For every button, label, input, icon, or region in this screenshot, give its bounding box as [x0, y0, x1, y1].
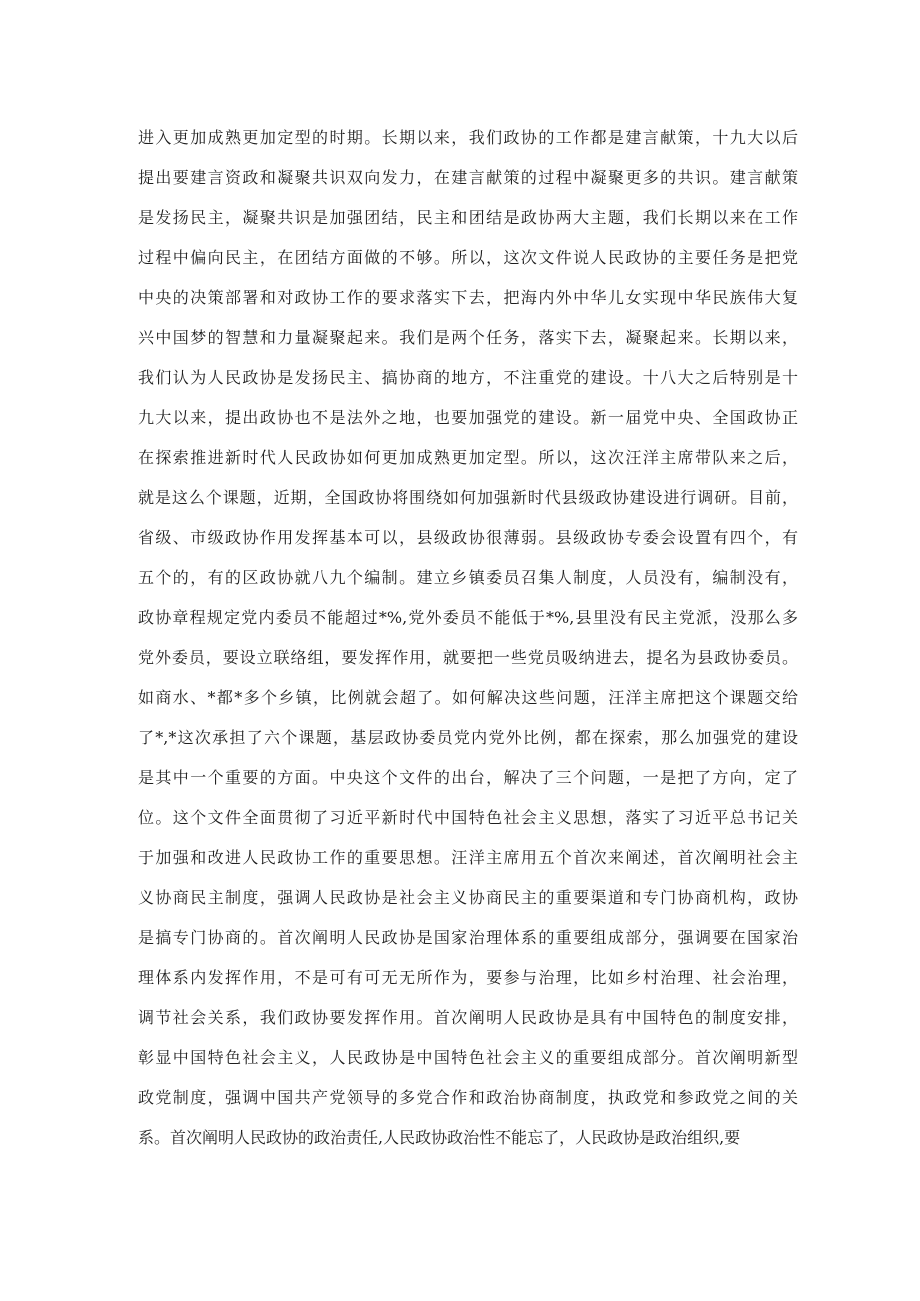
text-line: 了*,*这次承担了六个课题，基层政协委员党内党外比例，都在探索，那么加强党的建设 — [138, 728, 798, 747]
text-line: 省级、市级政协作用发挥基本可以，县级政协很薄弱。县级政协专委会设置有四个，有 — [138, 528, 798, 547]
text-line: 位。这个文件全面贯彻了习近平新时代中国特色社会主义思想，落实了习近平总书记关 — [138, 808, 798, 827]
body-text — [138, 118, 798, 1158]
text-line: 是其中一个重要的方面。中央这个文件的出台，解决了三个问题，一是把了方向，定了 — [138, 768, 798, 787]
text-line: 如商水、*都*多个乡镇，比例就会超了。如何解决这些问题，汪洋主席把这个课题交给 — [138, 688, 798, 707]
text-line: 中央的决策部署和对政协工作的要求落实下去，把海内外中华儿女实现中华民族伟大复 — [138, 288, 798, 307]
text-line: 过程中偏向民主，在团结方面做的不够。所以，这次文件说人民政协的主要任务是把党 — [138, 248, 798, 267]
text-line: 义协商民主制度，强调人民政协是社会主义协商民主的重要渠道和专门协商机构，政协 — [138, 888, 798, 907]
text-line: 调节社会关系，我们政协要发挥作用。首次阐明人民政协是具有中国特色的制度安排， — [138, 1008, 798, 1027]
text-line: 五个的，有的区政协就八九个编制。建立乡镇委员召集人制度，人员没有，编制没有， — [138, 568, 798, 587]
text-line: 党外委员，要设立联络组，要发挥作用，就要把一些党员吸纳进去，提名为县政协委员。 — [138, 648, 798, 667]
text-line: 就是这么个课题，近期，全国政协将围绕如何加强新时代县级政协建设进行调研。目前， — [138, 488, 798, 507]
text-line: 我们认为人民政协是发扬民主、搞协商的地方，不注重党的建设。十八大之后特别是十 — [138, 368, 798, 387]
text-line: 彰显中国特色社会主义，人民政协是中国特色社会主义的重要组成部分。首次阐明新型 — [138, 1048, 798, 1067]
text-line: 理体系内发挥作用，不是可有可无无所作为，要参与治理，比如乡村治理、社会治理， — [138, 968, 798, 987]
text-line: 在探索推进新时代人民政协如何更加成熟更加定型。所以，这次汪洋主席带队来之后， — [138, 448, 798, 467]
text-line: 政协章程规定党内委员不能超过*%,党外委员不能低于*%,县里没有民主党派，没那么多 — [138, 608, 798, 627]
text-line: 提出要建言资政和凝聚共识双向发力，在建言献策的过程中凝聚更多的共识。建言献策 — [138, 168, 798, 187]
text-line: 于加强和改进人民政协工作的重要思想。汪洋主席用五个首次来阐述，首次阐明社会主 — [138, 848, 798, 867]
text-line: 兴中国梦的智慧和力量凝聚起来。我们是两个任务，落实下去，凝聚起来。长期以来， — [138, 328, 798, 347]
text-line: 是搞专门协商的。首次阐明人民政协是国家治理体系的重要组成部分，强调要在国家治 — [138, 928, 798, 947]
text-line: 进入更加成熟更加定型的时期。长期以来，我们政协的工作都是建言献策，十九大以后 — [138, 128, 798, 147]
text-line: 政党制度，强调中国共产党领导的多党合作和政治协商制度，执政党和参政党之间的关 — [138, 1088, 798, 1107]
text-line: 系。首次阐明人民政协的政治责任,人民政协政治性不能忘了，人民政协是政治组织,要 — [138, 1128, 741, 1147]
text-line: 是发扬民主，凝聚共识是加强团结，民主和团结是政协两大主题，我们长期以来在工作 — [138, 208, 798, 227]
text-line: 九大以来，提出政协也不是法外之地，也要加强党的建设。新一届党中央、全国政协正 — [138, 408, 798, 427]
